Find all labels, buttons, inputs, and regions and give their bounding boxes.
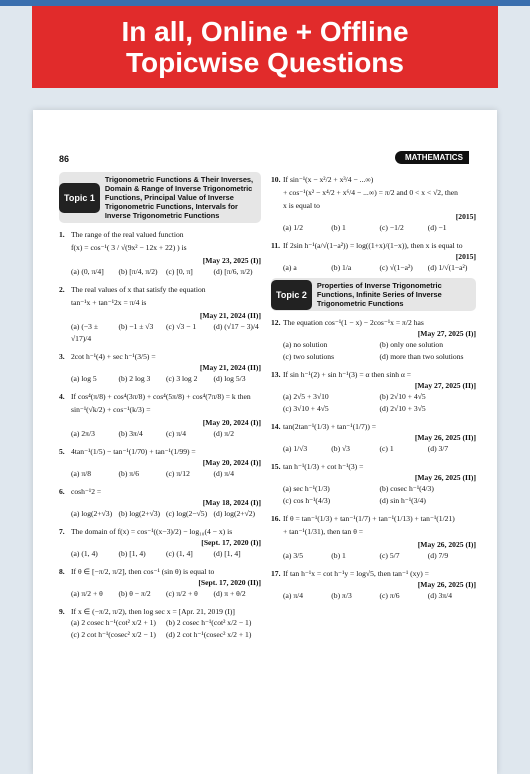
question-formula: + tan⁻¹(1/31), then tan θ = [283,527,364,536]
question-source: [May 18, 2024 (I)] [202,498,261,507]
options [283,443,476,455]
promo-banner [32,6,498,88]
topic-2-header [271,278,476,311]
question-source: [May 26, 2025 (I)] [417,580,476,589]
question-source: [Sept. 17, 2020 (II)] [198,578,261,587]
topic-2-tag: Topic 2 [271,280,312,310]
question-text: tan h⁻¹(1/3) + cot h⁻¹(3) = [283,462,364,471]
option: (b) 2 log 3 [118,374,151,383]
right-questions-top [271,174,476,274]
question-body [71,606,261,617]
options [71,548,261,560]
question-source: [May 27, 2025 (II)] [414,381,476,390]
question-text: 4tan⁻¹(1/5) − tan⁻¹(1/70) + tan⁻¹(1/99) = [71,447,196,456]
question-number: 13. [271,370,281,379]
question-number: 11. [271,241,281,250]
option: (b) π/3 [331,591,352,600]
option: (b) [1, 4) [118,549,146,558]
option: (d) 1/√(1−a²) [427,263,468,272]
question-source: [May 26, 2025 (II)] [414,433,476,442]
question-number: 15. [271,462,281,471]
option: (d) log(2+√2) [213,509,256,518]
question-number: 14. [271,422,281,431]
question-body [283,513,476,550]
question-body [283,461,476,483]
question-body [71,526,261,548]
topic-1-tag: Topic 1 [59,183,100,213]
option: (d) [1, 4] [213,549,241,558]
option: (b) 1 [331,551,346,560]
question-number: 17. [271,569,281,578]
question-text: If sin h⁻¹(2) + sin h⁻¹(3) = α then sinh α = [283,370,412,379]
question-text: 2cot h⁻¹(4) + sec h⁻¹(3/5) = [71,352,156,361]
option: (a) π/4 [283,591,304,600]
option: (c) 3 log 2 [166,374,198,383]
option: (c) 1 [379,444,394,453]
left-questions [59,229,261,641]
question-body [71,446,261,468]
question-number: 16. [271,514,281,523]
option: (a) a [283,263,297,272]
option: (a) (1, 4) [71,549,98,558]
subject-tab: MATHEMATICS [395,151,469,164]
question [59,606,261,617]
question [271,513,476,550]
options [283,550,476,562]
question [59,351,261,373]
question-tail: x is equal to [283,201,320,210]
option: (d) 3/7 [427,444,449,453]
topic-2-title: Properties of Inverse Trigonometric Functions, Infinite Series of Inverse Trigonometric Functions [316,281,442,308]
option: (b) 2 cosec h⁻¹(cot² x/2 − 1) [166,618,252,627]
option: (d) 2√10 + 3√5 [379,404,426,413]
question [59,229,261,266]
options [71,468,261,480]
option: (b) π/6 [118,469,139,478]
option: (c) two solutions [283,352,335,361]
option: (d) 2 cot h⁻¹(cosec² x/2 + 1) [166,630,252,639]
option: (a) π/2 + θ [71,589,103,598]
question-source: [May 21, 2024 (II)] [199,363,261,372]
option: (c) cos h⁻¹(4/3) [283,496,331,505]
book-page [33,110,497,774]
option: (d) 7/9 [427,551,449,560]
question-body [71,566,261,588]
question [271,240,476,262]
option: (a) log(2+√3) [71,509,113,518]
options [71,428,261,440]
question-formula: sin⁻¹(√k/2) + cos⁻¹(k/3) = [71,405,151,414]
option: (d) more than two solutions [379,352,464,361]
question-number: 7. [59,527,65,536]
banner-line-1: In all, Online + Offline [121,16,409,47]
option: (c) π/6 [379,591,400,600]
question-text: The real values of x that satisfy the equation [71,285,206,294]
option: (c) (1, 4] [166,549,193,558]
question-formula: tan⁻¹x + tan⁻¹2x = π/4 is [71,298,147,307]
question [271,174,476,222]
question-text: If θ = tan⁻¹(1/3) + tan⁻¹(1/7) + tan⁻¹(1/13) + tan⁻¹(1/21) [283,514,455,523]
question-text: The equation cos⁻¹(1 − x) − 2cos⁻¹x = π/2 has [283,318,424,327]
question-number: 9. [59,607,65,616]
options [71,373,261,385]
question [59,446,261,468]
question-text: If θ ∈ [−π/2, π/2], then cos⁻¹ (sin θ) is equal to [71,567,215,576]
question [59,284,261,321]
options [71,266,261,278]
question-text: If sin⁻¹(x − x²/2 + x³/4 − ...∞) [283,175,374,184]
question-text: If cos⁴(π/8) + cos⁴(3π/8) + cos⁴(5π/8) + cos⁴(7π/8) = k then [71,392,251,401]
question-body [283,568,476,590]
question [59,486,261,508]
question [59,391,261,428]
question-source: [May 26, 2025 (II)] [414,473,476,482]
question-source: [Sept. 17, 2020 (I)] [201,538,261,547]
option: (d) π/2 [213,429,234,438]
option: (a) 1/2 [283,223,304,232]
right-column [271,168,476,602]
option: (b) 3π/4 [118,429,143,438]
question-body [283,369,476,391]
right-questions-bottom [271,317,476,602]
topic-1-title: Trigonometric Functions & Their Inverses, Domain & Range of Inverse Trigonometric Functions, Principal Value of Inverse Trigonometric Functions, Intervals for Inverse Trigonometric Functions [104,175,254,220]
option: (d) sin h⁻¹(3/4) [379,496,426,505]
question-source: [May 23, 2025 (I)] [202,256,261,265]
question-formula: + cos⁻¹(x² − x⁴/2 + x⁶/4 − ...∞) = π/2 and 0 < x < √2, then [283,188,458,197]
option: (d) (√17 − 3)/4 [213,322,259,331]
question-number: 4. [59,392,65,401]
options [71,321,261,345]
question-body [283,174,476,222]
option: (d) π/4 [213,469,234,478]
option: (b) only one solution [379,340,443,349]
question-body [283,421,476,443]
option: (c) π/4 [166,429,187,438]
question-body [71,351,261,373]
option: (c) √3 − 1 [166,322,197,331]
option: (a) sec h⁻¹(1/3) [283,484,330,493]
option: (a) log 5 [71,374,97,383]
options [283,222,476,234]
question-text: tan(2tan⁻¹(1/3) + tan⁻¹(1/7)) = [283,422,377,431]
option: (b) θ − π/2 [118,589,151,598]
question-formula: f(x) = cos⁻¹( 3 / √(9x² − 12x + 22) ) is [71,243,187,252]
option: (c) log(2−√5) [166,509,208,518]
question-body [283,240,476,262]
option: (b) cosec h⁻¹(4/3) [379,484,434,493]
question-number: 5. [59,447,65,456]
question-text: If tan h⁻¹x = cot h⁻¹y = log√5, then tan⁻¹ (xy) = [283,569,429,578]
banner-line-2: Topicwise Questions [126,47,404,78]
question [271,421,476,443]
question-number: 12. [271,318,281,327]
option: (c) 2 cot h⁻¹(cosec² x/2 − 1) [71,630,156,639]
question-source: [2015] [455,252,476,261]
option: (c) √(1−a²) [379,263,413,272]
question-number: 6. [59,487,65,496]
option: (a) (−3 ± √17)/4 [71,322,99,343]
options [71,588,261,600]
option: (b) 1/a [331,263,352,272]
question-source: [May 27, 2025 (I)] [417,329,476,338]
option: (d) 3π/4 [427,591,453,600]
question-text: If x ∈ (−π/2, π/2), then log sec x = [Apr. 21, 2019 (I)] [71,607,235,616]
question-body [283,317,476,339]
option: (a) 2 cosec h⁻¹(cot² x/2 + 1) [71,618,156,627]
question-text: If 2sin h⁻¹(a/√(1−a²)) = log((1+x)/(1−x)), then x is equal to [283,241,463,250]
question [271,461,476,483]
option: (a) 2π/3 [71,429,95,438]
question-body [71,284,261,321]
question-number: 10. [271,175,281,184]
question [271,568,476,590]
question [271,317,476,339]
options [71,617,261,641]
question-source: [2015] [455,212,476,221]
question-text: The range of the real valued function [71,230,184,239]
question-source: [May 20, 2024 (I)] [202,458,261,467]
left-column [59,168,261,641]
page-number: 86 [59,154,70,164]
question-body [71,391,261,428]
option: (a) 3/5 [283,551,304,560]
question-text: The domain of f(x) = cos⁻¹((x−3)/2) − log₁₀(4 − x) is [71,527,233,536]
options [283,391,476,415]
question [59,566,261,588]
options [283,483,476,507]
option: (d) π + θ/2 [213,589,246,598]
option: (b) log(2+√3) [118,509,161,518]
option: (d) log 5/3 [213,374,246,383]
question-source: [May 20, 2024 (I)] [202,418,261,427]
question-source: [May 21, 2024 (II)] [199,311,261,320]
option: (a) π/8 [71,469,92,478]
topic-1-header [59,172,261,223]
question [59,526,261,548]
option: (b) 1 [331,223,346,232]
option: (d) [π/6, π/2) [213,267,253,276]
option: (a) 2√5 + 3√10 [283,392,329,401]
options [71,508,261,520]
option: (c) 5/7 [379,551,400,560]
options [283,590,476,602]
option: (c) 3√10 + 4√5 [283,404,329,413]
option: (c) [0, π] [166,267,193,276]
option: (c) π/12 [166,469,190,478]
options [283,262,476,274]
question-body [71,486,261,508]
question-text: cosh⁻¹2 = [71,487,102,496]
option: (a) no solution [283,340,328,349]
option: (a) 1/√3 [283,444,308,453]
question-number: 8. [59,567,65,576]
question-number: 3. [59,352,65,361]
question-source: [May 26, 2025 (I)] [417,540,476,549]
question [271,369,476,391]
question-number: 2. [59,285,65,294]
option: (b) √3 [331,444,350,453]
option: (c) π/2 + θ [166,589,198,598]
options [283,339,476,363]
question-number: 1. [59,230,65,239]
option: (b) [π/4, π/2) [118,267,158,276]
option: (d) −1 [427,223,447,232]
option: (b) −1 ± √3 [118,322,154,331]
question-body [71,229,261,266]
option: (a) (0, π/4] [71,267,104,276]
option: (b) 2√10 + 4√5 [379,392,426,401]
option: (c) −1/2 [379,223,404,232]
